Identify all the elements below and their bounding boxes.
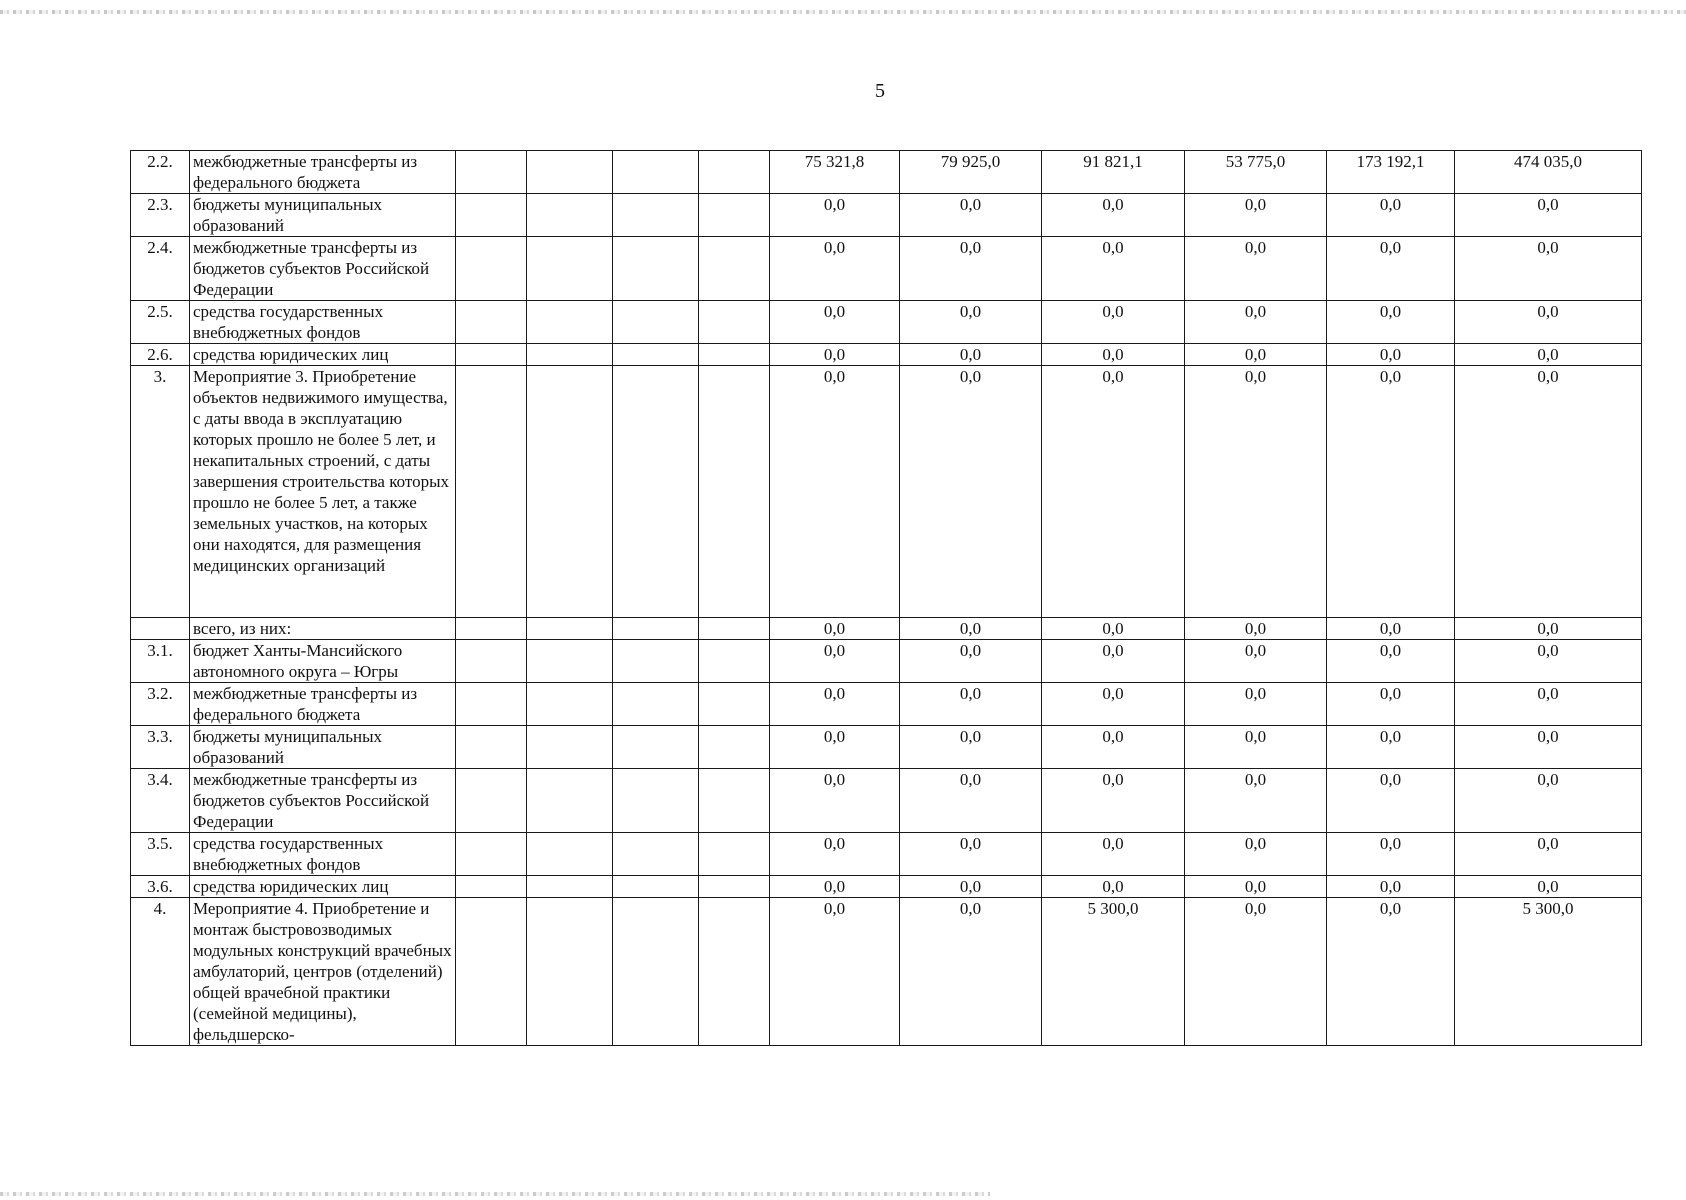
empty-cell	[613, 876, 699, 898]
table-row	[131, 194, 1642, 237]
empty-cell	[613, 640, 699, 683]
value-cell: 0,0	[770, 833, 900, 876]
value-cell: 0,0	[1455, 833, 1642, 876]
table-row	[131, 726, 1642, 769]
value-cell: 0,0	[1327, 833, 1455, 876]
value-cell: 0,0	[1185, 769, 1327, 833]
table-row	[131, 898, 1642, 1046]
page-number: 5	[875, 80, 885, 102]
value-cell: 53 775,0	[1185, 151, 1327, 194]
empty-cell	[699, 366, 770, 618]
value-cell: 0,0	[1455, 618, 1642, 640]
row-name: средства юридических лиц	[190, 344, 456, 366]
value-cell: 0,0	[1185, 366, 1327, 618]
row-number: 2.3.	[131, 194, 190, 237]
empty-cell	[699, 151, 770, 194]
value-cell: 0,0	[1042, 683, 1185, 726]
row-number: 3.6.	[131, 876, 190, 898]
value-cell: 0,0	[1327, 301, 1455, 344]
row-number: 2.6.	[131, 344, 190, 366]
value-cell: 0,0	[1185, 301, 1327, 344]
empty-cell	[527, 194, 613, 237]
scan-edge-bottom	[0, 1192, 990, 1196]
value-cell: 0,0	[1327, 876, 1455, 898]
empty-cell	[456, 366, 527, 618]
value-cell: 0,0	[900, 876, 1042, 898]
value-cell: 0,0	[1042, 237, 1185, 301]
empty-cell	[699, 726, 770, 769]
value-cell: 0,0	[770, 237, 900, 301]
empty-cell	[527, 366, 613, 618]
value-cell: 0,0	[900, 726, 1042, 769]
value-cell: 0,0	[900, 769, 1042, 833]
value-cell: 474 035,0	[1455, 151, 1642, 194]
empty-cell	[527, 237, 613, 301]
empty-cell	[613, 833, 699, 876]
value-cell: 0,0	[1042, 366, 1185, 618]
value-cell: 0,0	[770, 618, 900, 640]
value-cell: 91 821,1	[1042, 151, 1185, 194]
value-cell: 0,0	[770, 344, 900, 366]
value-cell: 0,0	[1327, 683, 1455, 726]
value-cell: 0,0	[1327, 640, 1455, 683]
row-name: бюджеты муниципальных образований	[190, 726, 456, 769]
value-cell: 0,0	[1455, 726, 1642, 769]
empty-cell	[456, 769, 527, 833]
empty-cell	[699, 237, 770, 301]
value-cell: 0,0	[1042, 301, 1185, 344]
value-cell: 79 925,0	[900, 151, 1042, 194]
value-cell: 0,0	[770, 683, 900, 726]
empty-cell	[613, 237, 699, 301]
row-number: 3.	[131, 366, 190, 618]
value-cell: 0,0	[1327, 194, 1455, 237]
value-cell: 0,0	[1327, 769, 1455, 833]
empty-cell	[699, 640, 770, 683]
value-cell: 0,0	[1185, 237, 1327, 301]
table-row	[131, 683, 1642, 726]
value-cell: 0,0	[1185, 833, 1327, 876]
empty-cell	[456, 640, 527, 683]
value-cell: 0,0	[1455, 344, 1642, 366]
table-row	[131, 833, 1642, 876]
value-cell: 0,0	[1185, 726, 1327, 769]
value-cell: 0,0	[900, 683, 1042, 726]
budget-table	[130, 150, 1642, 1046]
empty-cell	[527, 726, 613, 769]
value-cell: 0,0	[1327, 237, 1455, 301]
row-name: межбюджетные трансферты из бюджетов субъектов Российской Федерации	[190, 769, 456, 833]
row-number: 3.5.	[131, 833, 190, 876]
empty-cell	[527, 301, 613, 344]
empty-cell	[699, 344, 770, 366]
empty-cell	[527, 344, 613, 366]
row-name: межбюджетные трансферты из бюджетов субъектов Российской Федерации	[190, 237, 456, 301]
value-cell: 0,0	[900, 237, 1042, 301]
empty-cell	[613, 898, 699, 1046]
value-cell: 0,0	[1185, 344, 1327, 366]
value-cell: 0,0	[1042, 618, 1185, 640]
value-cell: 0,0	[1185, 876, 1327, 898]
empty-cell	[527, 876, 613, 898]
value-cell: 0,0	[770, 726, 900, 769]
empty-cell	[456, 194, 527, 237]
empty-cell	[699, 301, 770, 344]
value-cell: 75 321,8	[770, 151, 900, 194]
value-cell: 0,0	[1455, 301, 1642, 344]
table-row	[131, 151, 1642, 194]
row-number: 4.	[131, 898, 190, 1046]
value-cell: 0,0	[1327, 726, 1455, 769]
value-cell: 0,0	[1455, 237, 1642, 301]
value-cell: 0,0	[1185, 640, 1327, 683]
value-cell: 0,0	[900, 640, 1042, 683]
row-number: 2.2.	[131, 151, 190, 194]
table-row	[131, 769, 1642, 833]
empty-cell	[456, 683, 527, 726]
row-name: средства государственных внебюджетных фондов	[190, 301, 456, 344]
table-row	[131, 344, 1642, 366]
value-cell: 0,0	[1455, 876, 1642, 898]
table-row	[131, 301, 1642, 344]
value-cell: 0,0	[1042, 344, 1185, 366]
value-cell: 0,0	[900, 366, 1042, 618]
row-number: 2.5.	[131, 301, 190, 344]
value-cell: 0,0	[1185, 683, 1327, 726]
row-number	[131, 618, 190, 640]
empty-cell	[527, 769, 613, 833]
scan-edge-top	[0, 10, 1686, 14]
value-cell: 0,0	[1042, 194, 1185, 237]
value-cell: 0,0	[1042, 726, 1185, 769]
row-name: средства государственных внебюджетных фондов	[190, 833, 456, 876]
value-cell: 0,0	[770, 194, 900, 237]
empty-cell	[699, 683, 770, 726]
row-name: Мероприятие 4. Приобретение и монтаж быстровозводимых модульных конструкций врачебных амбулаторий, центров (отделений) общей врачебной практики (семейной медицины), фельдшерско-	[190, 898, 456, 1046]
value-cell: 0,0	[1185, 898, 1327, 1046]
table-row	[131, 618, 1642, 640]
row-name: всего, из них:	[190, 618, 456, 640]
empty-cell	[456, 151, 527, 194]
row-name: межбюджетные трансферты из федерального бюджета	[190, 683, 456, 726]
empty-cell	[699, 898, 770, 1046]
empty-cell	[613, 344, 699, 366]
value-cell: 0,0	[770, 769, 900, 833]
empty-cell	[456, 237, 527, 301]
empty-cell	[699, 876, 770, 898]
empty-cell	[613, 194, 699, 237]
value-cell: 0,0	[1327, 366, 1455, 618]
value-cell: 5 300,0	[1455, 898, 1642, 1046]
row-name: Мероприятие 3. Приобретение объектов недвижимого имущества, с даты ввода в эксплуатацию которых прошло не более 5 лет, и некапитальных строений, с даты завершения строительства которых прошло не более 5 лет, а также земельных участков, на которых они находятся, для размещения медицинских организаций	[190, 366, 456, 618]
empty-cell	[456, 898, 527, 1046]
empty-cell	[527, 618, 613, 640]
value-cell: 0,0	[1327, 898, 1455, 1046]
value-cell: 0,0	[1455, 366, 1642, 618]
value-cell: 0,0	[900, 833, 1042, 876]
value-cell: 0,0	[1185, 194, 1327, 237]
table-row	[131, 876, 1642, 898]
value-cell: 0,0	[1042, 640, 1185, 683]
table-body	[131, 151, 1642, 1046]
empty-cell	[456, 833, 527, 876]
value-cell: 0,0	[900, 301, 1042, 344]
value-cell: 0,0	[770, 640, 900, 683]
value-cell: 173 192,1	[1327, 151, 1455, 194]
value-cell: 5 300,0	[1042, 898, 1185, 1046]
value-cell: 0,0	[1042, 833, 1185, 876]
value-cell: 0,0	[770, 898, 900, 1046]
value-cell: 0,0	[900, 194, 1042, 237]
empty-cell	[613, 683, 699, 726]
table-row	[131, 640, 1642, 683]
value-cell: 0,0	[1455, 194, 1642, 237]
row-number: 3.3.	[131, 726, 190, 769]
empty-cell	[699, 833, 770, 876]
empty-cell	[527, 640, 613, 683]
empty-cell	[527, 833, 613, 876]
value-cell: 0,0	[770, 876, 900, 898]
empty-cell	[613, 618, 699, 640]
table-row	[131, 366, 1642, 618]
empty-cell	[527, 151, 613, 194]
empty-cell	[613, 366, 699, 618]
empty-cell	[613, 301, 699, 344]
value-cell: 0,0	[1042, 876, 1185, 898]
row-name: межбюджетные трансферты из федерального бюджета	[190, 151, 456, 194]
value-cell: 0,0	[1455, 640, 1642, 683]
value-cell: 0,0	[1455, 683, 1642, 726]
empty-cell	[527, 898, 613, 1046]
value-cell: 0,0	[1455, 769, 1642, 833]
row-number: 3.1.	[131, 640, 190, 683]
empty-cell	[456, 618, 527, 640]
value-cell: 0,0	[1327, 344, 1455, 366]
row-number: 2.4.	[131, 237, 190, 301]
row-name: бюджеты муниципальных образований	[190, 194, 456, 237]
empty-cell	[613, 151, 699, 194]
empty-cell	[456, 876, 527, 898]
empty-cell	[613, 769, 699, 833]
row-name: средства юридических лиц	[190, 876, 456, 898]
empty-cell	[699, 769, 770, 833]
value-cell: 0,0	[900, 618, 1042, 640]
value-cell: 0,0	[900, 898, 1042, 1046]
value-cell: 0,0	[1185, 618, 1327, 640]
empty-cell	[699, 194, 770, 237]
empty-cell	[699, 618, 770, 640]
empty-cell	[527, 683, 613, 726]
value-cell: 0,0	[770, 366, 900, 618]
value-cell: 0,0	[1042, 769, 1185, 833]
value-cell: 0,0	[900, 344, 1042, 366]
empty-cell	[613, 726, 699, 769]
value-cell: 0,0	[770, 301, 900, 344]
table-row	[131, 237, 1642, 301]
value-cell: 0,0	[1327, 618, 1455, 640]
empty-cell	[456, 344, 527, 366]
empty-cell	[456, 301, 527, 344]
row-number: 3.4.	[131, 769, 190, 833]
row-name: бюджет Ханты-Мансийского автономного округа – Югры	[190, 640, 456, 683]
row-number: 3.2.	[131, 683, 190, 726]
empty-cell	[456, 726, 527, 769]
